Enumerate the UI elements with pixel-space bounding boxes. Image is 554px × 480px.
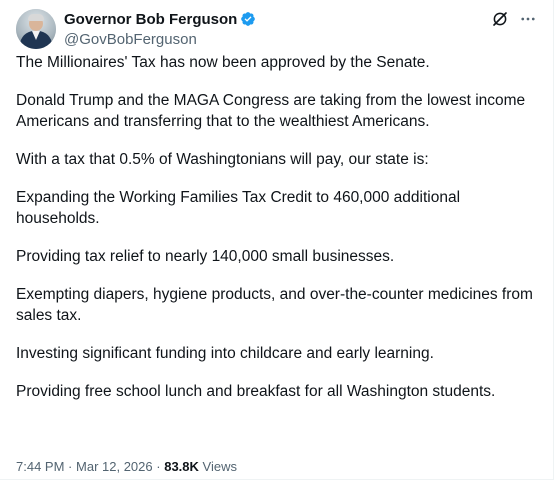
post-paragraph: Investing significant funding into childcare and early learning. xyxy=(16,345,434,362)
author-display-name[interactable]: Governor Bob Ferguson xyxy=(64,10,238,28)
verified-badge-icon[interactable] xyxy=(240,11,256,27)
author-handle[interactable]: @GovBobFerguson xyxy=(64,31,197,48)
meta-separator: · xyxy=(68,459,73,474)
post-paragraph: Exempting diapers, hygiene products, and over-the-counter medicines from sales tax. xyxy=(16,286,533,324)
header-actions xyxy=(491,10,537,28)
post-paragraph: With a tax that 0.5% of Washingtonians will pay, our state is: xyxy=(16,151,429,168)
post-meta xyxy=(16,459,237,474)
meta-separator: · xyxy=(156,459,161,474)
post-text xyxy=(16,52,536,419)
post-paragraph: The Millionaires' Tax has now been approved by the Senate. xyxy=(16,54,430,71)
views-label: Views xyxy=(202,459,237,474)
grok-icon[interactable] xyxy=(491,10,509,28)
post-paragraph: Expanding the Working Families Tax Credit to 460,000 additional households. xyxy=(16,189,461,227)
post-header xyxy=(16,8,537,50)
post-paragraph: Donald Trump and the MAGA Congress are taking from the lowest income Americans and transferring that to the wealthiest Americans. xyxy=(16,92,526,130)
author-info xyxy=(64,10,256,48)
post-time[interactable]: 7:44 PM xyxy=(16,459,65,474)
more-icon[interactable] xyxy=(519,10,537,28)
views-count[interactable]: 83.8K xyxy=(164,459,199,474)
avatar[interactable] xyxy=(16,9,56,49)
post-date[interactable]: Mar 12, 2026 xyxy=(76,459,153,474)
post-paragraph: Providing tax relief to nearly 140,000 small businesses. xyxy=(16,248,395,265)
post-paragraph: Providing free school lunch and breakfast for all Washington students. xyxy=(16,383,496,400)
